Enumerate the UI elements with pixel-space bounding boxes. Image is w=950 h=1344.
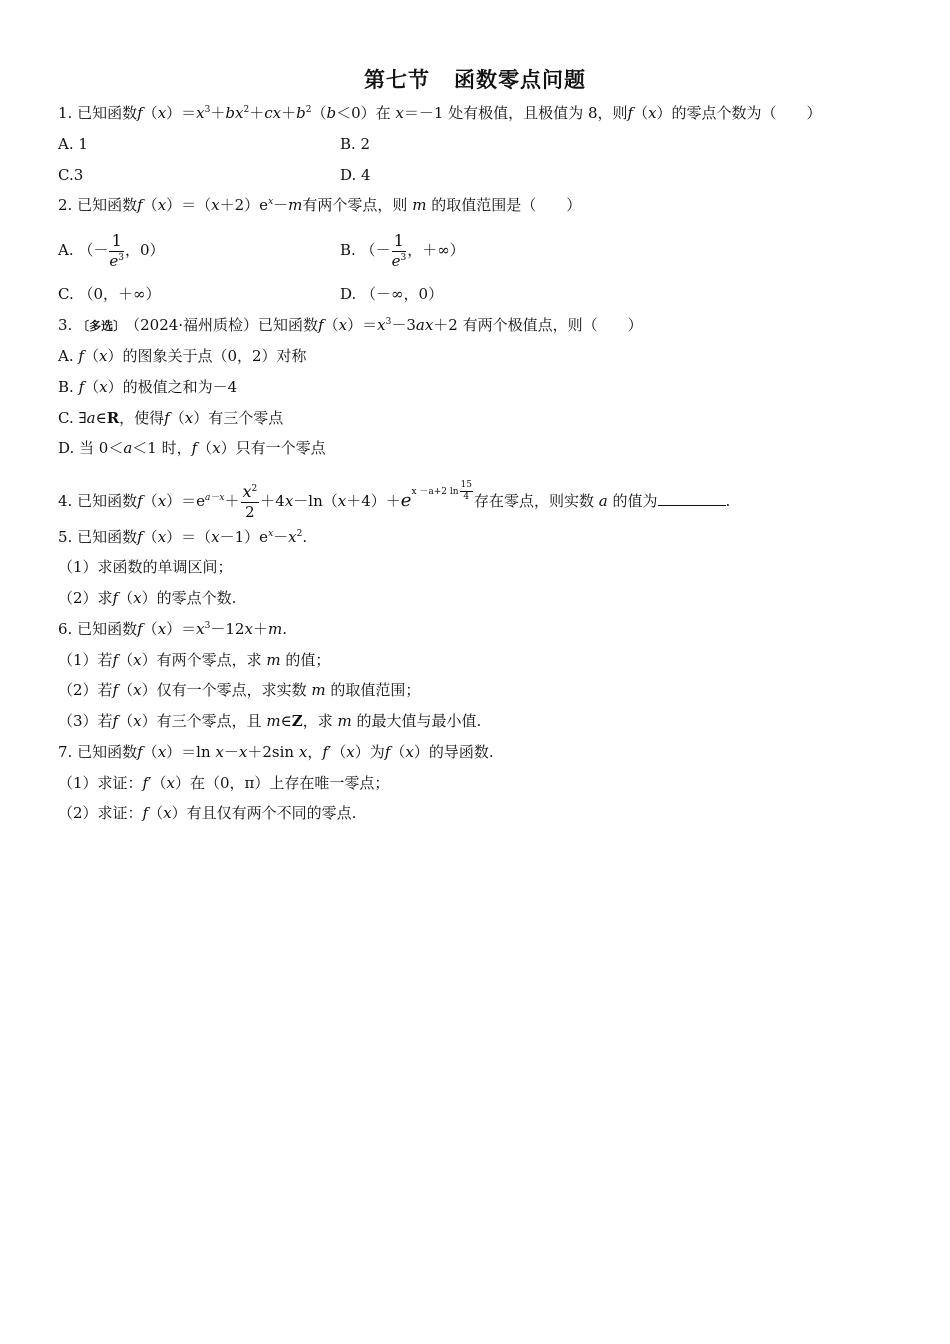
section-title: 函数零点问题: [454, 68, 586, 92]
fraction-x-squared-over-2: $\frac{x^2}{2}$: [242, 482, 258, 521]
question-5-part-2: （2）求f（x）的零点个数.: [58, 589, 237, 607]
question-7-part-1: （1）求证：f′（x）在（0，π）上存在唯一零点；: [58, 774, 390, 792]
question-2-option-a: A. （－ $\frac{1}{e^3}$ ，0）: [58, 231, 165, 270]
question-1-stem: 1. 已知函数$f(x)=x^3+bx^2+cx+b^2(b<0)$在 x＝－1 处有极值，且极值为 8，则f（x）的零点个数为（ ）: [58, 104, 822, 122]
fraction: $\frac{1}{e^3}$: [391, 231, 407, 270]
question-1-option-a: A. 1: [58, 135, 88, 153]
question-5-part-1: （1）求函数的单调区间；: [58, 558, 233, 576]
question-3-stem: 3. 〔多选〕（2024·福州质检）已知函数$f(x)=x^3-3ax+2$ 有两个极值点，则（ ）: [58, 316, 643, 334]
question-6-stem: 6. 已知函数$f(x)=x^3-12x+m$.: [58, 620, 287, 638]
question-7-part-2: （2）求证：f（x）有且仅有两个不同的零点.: [58, 804, 357, 822]
fraction: $\frac{1}{e^3}$: [109, 231, 124, 270]
question-7-stem: 7. 已知函数f（x）＝ln x－x＋2sin x，f′（x）为f（x）的导函数.: [58, 743, 494, 761]
exponent-expression: x －a+2 ln $\frac{15}{4}$: [411, 480, 472, 502]
question-6-part-1: （1）若f（x）有两个零点，求 m 的值；: [58, 651, 331, 669]
question-6-part-3: （3）若f（x）有三个零点，且 m∈Z，求 m 的最大值与最小值.: [58, 712, 482, 730]
question-1-option-b: B. 2: [340, 135, 371, 153]
question-3-option-a: A. f（x）的图象关于点（0，2）对称: [58, 347, 307, 365]
question-2-option-d: D. （－∞，0）: [340, 285, 444, 303]
question-4-stem: 4. 已知函数$f(x)=e^{a-x}+$ $\frac{x^2}{2}$ ＋4x－ln（x＋4）＋ex －a+2 ln $\frac{15}{4}$ 存在零点，则实数 a 的值为 .: [58, 467, 730, 526]
section-number: 第七节: [364, 68, 430, 92]
page-title: [0, 64, 950, 94]
question-2-option-b: B. （－ $\frac{1}{e^3}$ ，＋∞）: [340, 231, 465, 270]
question-1-option-d: D. 4: [340, 166, 371, 184]
question-5-stem: 5. 已知函数$f(x)=(x-1)e^x-x^2$.: [58, 528, 308, 546]
question-2-option-c: C. （0，＋∞）: [58, 285, 161, 303]
question-3-option-b: B. f（x）的极值之和为－4: [58, 378, 238, 396]
multi-select-tag: 〔多选〕: [77, 319, 126, 333]
question-2-stem: 2. 已知函数$f(x)=(x+2)e^x-m$有两个零点，则 m 的取值范围是（ ）: [58, 196, 582, 214]
question-3-option-c: C. ∃a∈R，使得f（x）有三个零点: [58, 409, 284, 427]
question-3-option-d: D. 当 0＜a＜1 时，f（x）只有一个零点: [58, 439, 326, 457]
question-6-part-2: （2）若f（x）仅有一个零点，求实数 m 的取值范围；: [58, 681, 421, 699]
answer-blank: [658, 491, 726, 506]
question-1-option-c: C.3: [58, 166, 84, 184]
